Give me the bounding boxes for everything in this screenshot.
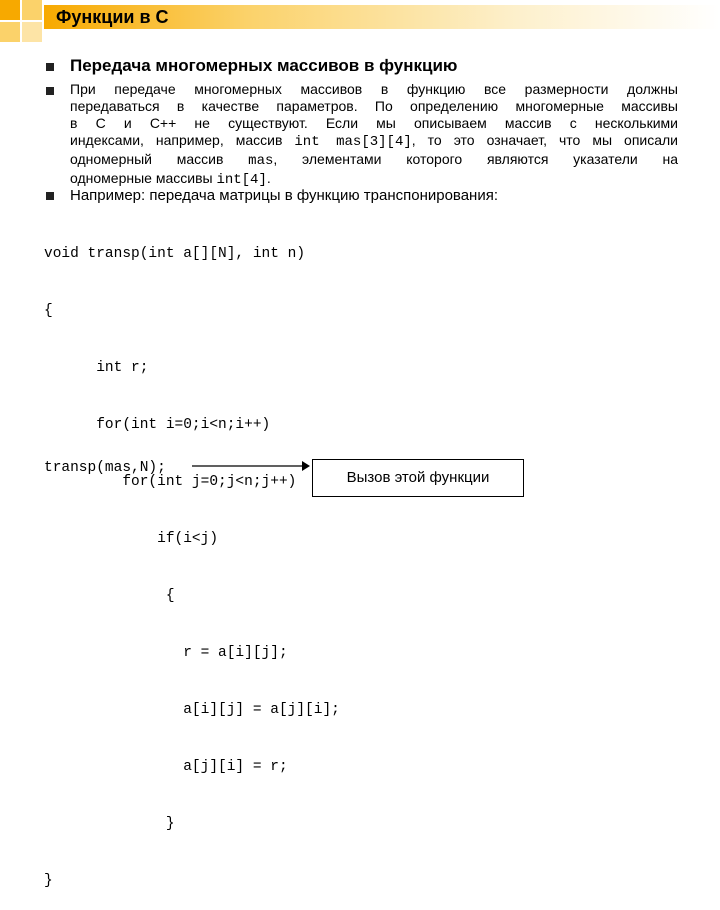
code-line: if(i<j) bbox=[44, 531, 219, 547]
example-text: Например: передача матрицы в функцию транспонирования: bbox=[70, 187, 499, 204]
paragraph-text: . bbox=[266, 170, 271, 186]
inline-code: int[4] bbox=[216, 172, 267, 188]
code-line: } bbox=[44, 873, 53, 889]
bullet-marker bbox=[46, 63, 54, 71]
arrow-icon bbox=[188, 458, 312, 474]
paragraph-line: При передаче многомерных массивов в функцию все размерности должны bbox=[70, 81, 678, 97]
code-line: for(int j=0;j<n;j++) bbox=[44, 474, 297, 490]
paragraph-line bbox=[70, 132, 678, 151]
deco-square bbox=[22, 0, 42, 20]
code-line: a[j][i] = r; bbox=[44, 759, 288, 775]
bullet-heading: Передача многомерных массивов в функцию bbox=[70, 56, 458, 75]
inline-code: mas bbox=[248, 153, 274, 169]
bullet-paragraph bbox=[70, 81, 678, 189]
paragraph-text: одномерный массив bbox=[70, 151, 249, 167]
paragraph-line: передаваться в качестве параметров. По определению многомерные массивы bbox=[70, 98, 678, 114]
bullet-marker bbox=[46, 87, 54, 95]
code-line: r = a[i][j]; bbox=[44, 645, 288, 661]
paragraph-text: индексами, например, массив bbox=[70, 132, 295, 148]
code-line: } bbox=[44, 816, 175, 832]
paragraph-text: , элементами которого являются указатели на bbox=[273, 151, 678, 167]
slide-title: Функции в С bbox=[56, 7, 169, 27]
deco-square bbox=[0, 0, 20, 20]
code-line: int r; bbox=[44, 360, 149, 376]
deco-square bbox=[22, 22, 42, 42]
code-line: for(int i=0;i<n;i++) bbox=[44, 417, 271, 433]
paragraph-line bbox=[70, 151, 678, 170]
deco-square bbox=[0, 22, 20, 42]
code-line: { bbox=[44, 588, 175, 604]
inline-code: int mas[3][4] bbox=[294, 134, 412, 150]
code-line: { bbox=[44, 303, 53, 319]
code-line: a[i][j] = a[j][i]; bbox=[44, 702, 340, 718]
bullet-marker bbox=[46, 192, 54, 200]
paragraph-line: в С и С++ не существуют. Если мы описываем массив с несколькими bbox=[70, 115, 678, 131]
paragraph-text: одномерные массивы bbox=[70, 170, 217, 186]
code-block bbox=[44, 207, 340, 910]
callout-box: Вызов этой функции bbox=[312, 459, 524, 497]
function-call: transp(mas,N); bbox=[44, 460, 166, 476]
paragraph-text: , то это означает, что мы описали bbox=[411, 132, 679, 148]
code-line: void transp(int a[][N], int n) bbox=[44, 246, 306, 262]
